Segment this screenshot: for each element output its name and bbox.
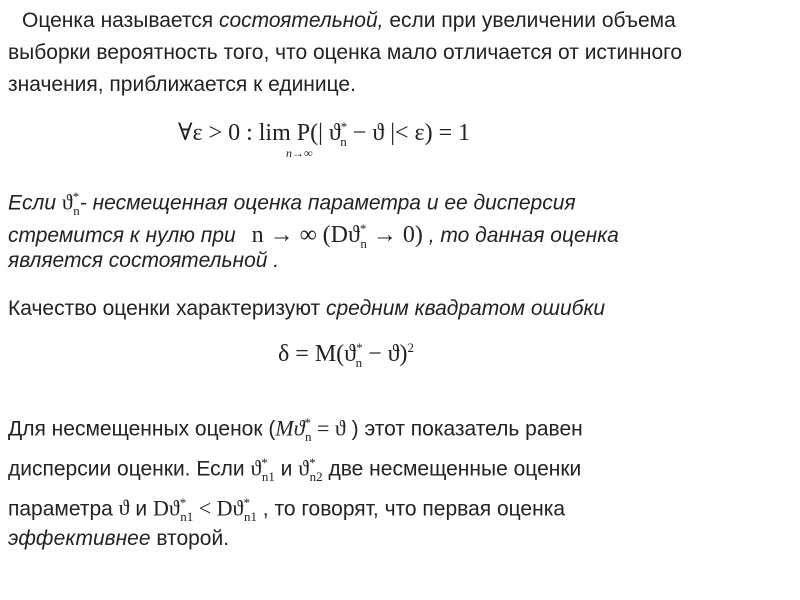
para2-text-a: Если (8, 191, 62, 215)
para4-text-l2a: дисперсии оценки. Если (8, 457, 251, 481)
formula1-left: ∀ε > 0 : lim P(| ϑ (178, 120, 341, 146)
theta-n-star: $ϑ^*_n$ (61, 189, 80, 218)
consistency-formula (178, 118, 471, 160)
para1-text-b: если при увеличении объема (383, 9, 676, 32)
para4-text-l3b: , то говорят, что первая оценка (256, 497, 566, 521)
formula1-right: − ϑ |< ε) = 1 (346, 120, 471, 146)
formula1-star: * (340, 119, 348, 134)
efficiency-inequality: $Dϑ^*_{n1} < Dϑ^*_{n1}$ (152, 495, 257, 524)
para4-line4 (8, 526, 229, 552)
para1-emphasis: состоятельной, (219, 9, 384, 32)
para4-text-l3a: параметра (8, 497, 119, 521)
para2-text-b: - несмещенная оценка параметра и ее дисперсия (79, 191, 576, 215)
para3-text: Качество оценки характеризуют (8, 297, 326, 320)
para4-text-l1b: ) этот показатель равен (345, 417, 583, 441)
para1-line2 (8, 40, 682, 66)
para1-text-l2: выборки вероятность того, что оценка мало отличается от истинного (8, 41, 683, 64)
formula2-left: δ = M(ϑ (278, 341, 357, 367)
unbiased-condition: $Mϑ^*_n = ϑ$ (275, 415, 346, 444)
para3-line (8, 296, 605, 322)
para1-text-a: Оценка называется (22, 9, 219, 32)
para4-and2: и (129, 497, 153, 521)
para2-line3 (8, 248, 279, 274)
theta-symbol: ϑ (118, 495, 130, 521)
formula1-lim-sub: n→∞ (286, 146, 313, 160)
para3-emphasis: средним квадратом ошибки (325, 297, 606, 320)
para2-text-l3: является состоятельной . (8, 249, 280, 272)
para1-line1 (22, 8, 676, 34)
formula2-power: 2 (407, 340, 414, 355)
para4-text-l4b: второй. (150, 527, 230, 550)
para2-text-l2a: стремится к нулю при (8, 224, 242, 247)
limit-expression: n → ∞ $(Dϑ^*_n \to 0)$ (251, 221, 423, 251)
formula2-right: − ϑ) (362, 341, 408, 367)
para4-line3 (8, 490, 565, 530)
para4-line2 (8, 450, 581, 490)
theta-n1-star: $ϑ^*_{n1}$ (250, 455, 275, 484)
para4-and: и (274, 457, 299, 481)
formula1-sub-n: n (340, 133, 347, 149)
mse-formula: $\delta = M(ϑ^*_n - ϑ)^2$ (278, 340, 414, 370)
para4-line1 (8, 410, 583, 450)
para4-emphasis: эффективнее (8, 527, 151, 550)
para1-line3 (8, 72, 356, 98)
para2-text-l2b: , то данная оценка (422, 224, 619, 247)
theta-n2-star: $ϑ^*_{n2}$ (298, 455, 323, 484)
para4-text-l1a: Для несмещенных оценок ( (8, 417, 276, 441)
para4-text-l2b: две несмещенные оценки (322, 457, 582, 481)
para1-text-l3: значения, приближается к единице. (8, 73, 356, 96)
